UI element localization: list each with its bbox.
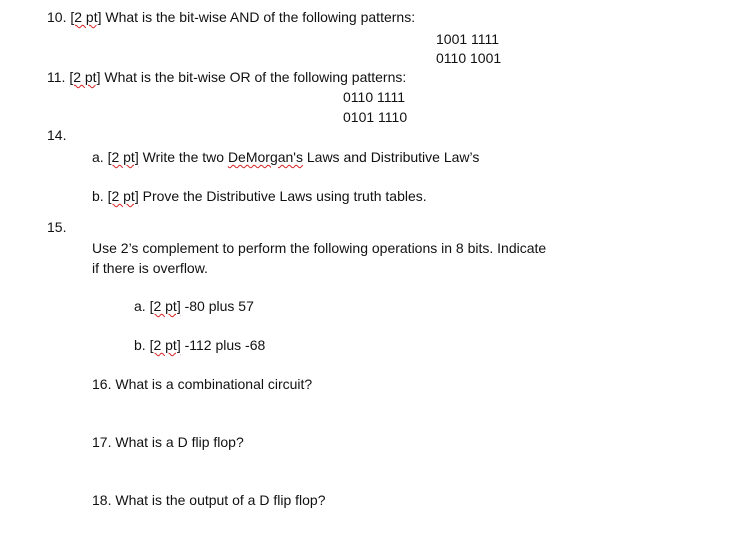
q17-line [92, 434, 244, 451]
q18-number: 18. [92, 492, 112, 508]
q14-b-line [92, 188, 427, 205]
q18-line [92, 492, 325, 509]
q16-line [92, 376, 312, 393]
q11-points: [2 pt] [69, 69, 101, 85]
q14-b-points: [2 pt] [107, 188, 139, 204]
q15-a-text: -80 plus 57 [184, 298, 254, 314]
q15-intro-line-2: if there is overflow. [92, 260, 208, 276]
q15-a-points: [2 pt] [149, 298, 181, 314]
q14-a-text-before: Write the two [142, 149, 225, 165]
q15-number: 15. [47, 219, 67, 235]
q14-a-points: [2 pt] [107, 149, 139, 165]
q16-number: 16. [92, 376, 112, 392]
q15-a-label: a. [134, 298, 146, 314]
q11-number: 11. [47, 69, 66, 85]
q10-line [47, 9, 415, 26]
q14-a-line [92, 149, 479, 166]
q11-line [47, 69, 406, 86]
q17-text: What is a D flip flop? [115, 434, 244, 450]
q10-pattern-1: 1001 1111 [436, 31, 500, 47]
q11-pattern-1: 0110 1111 [343, 89, 406, 105]
q15-b-points: [2 pt] [149, 337, 181, 353]
q14-b-label: b. [92, 188, 104, 204]
q16-text: What is a combinational circuit? [115, 376, 313, 392]
q10-points: [2 pt] [70, 9, 102, 25]
q10-text: What is the bit-wise AND of the following patterns: [105, 9, 416, 25]
q15-a-line [134, 298, 254, 315]
q11-pattern-2: 0101 1110 [343, 109, 408, 125]
q15-b-line [134, 337, 265, 354]
q10-pattern-2: 0110 1001 [436, 50, 502, 66]
q14-number: 14. [47, 127, 67, 143]
q18-text: What is the output of a D flip flop? [115, 492, 326, 508]
q11-text: What is the bit-wise OR of the following patterns: [104, 69, 407, 85]
q14-a-demorgan: DeMorgan's [227, 149, 303, 165]
q15-b-label: b. [134, 337, 146, 353]
q10-number: 10. [47, 9, 67, 25]
q17-number: 17. [92, 434, 112, 450]
q14-a-text-after: Laws and Distributive Law’s [306, 149, 480, 165]
q14-a-label: a. [92, 149, 104, 165]
q15-intro-line-1: Use 2’s complement to perform the following operations in 8 bits. Indicate [92, 240, 547, 256]
q15-b-text: -112 plus -68 [184, 337, 266, 353]
q14-b-text: Prove the Distributive Laws using truth tables. [142, 188, 427, 204]
